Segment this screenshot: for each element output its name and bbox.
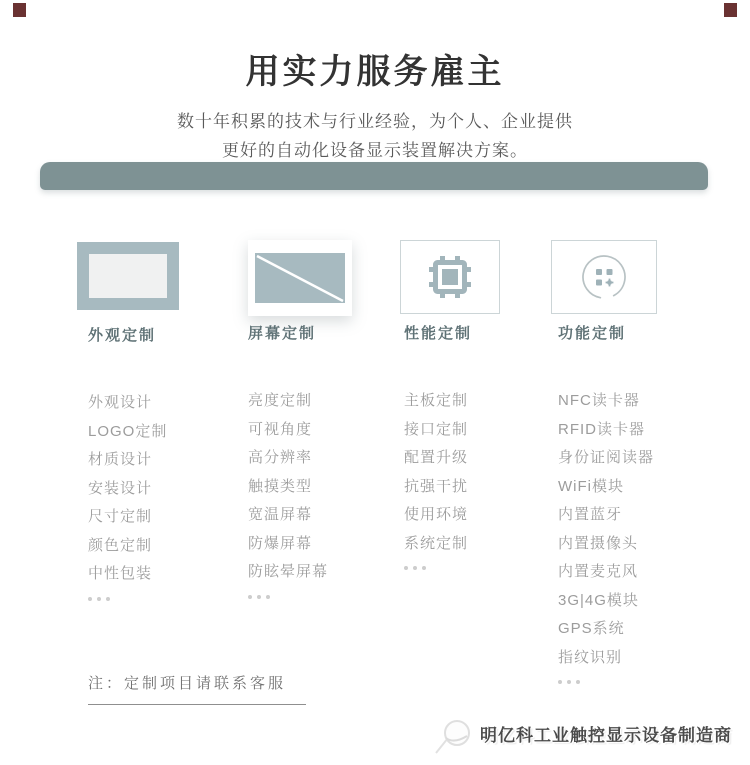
ellipsis-dots-icon xyxy=(77,597,248,601)
cpu-chip-icon xyxy=(400,240,500,314)
list-item: 主板定制 xyxy=(404,392,469,409)
list-item: 系统定制 xyxy=(404,534,469,552)
category-list xyxy=(400,387,551,558)
category-icon-host xyxy=(400,240,551,322)
footer-note-underline xyxy=(88,704,306,705)
list-item: 颜色定制 xyxy=(88,536,153,554)
brand-watermark xyxy=(434,711,732,755)
footer-note xyxy=(88,672,306,705)
list-item: 抗强干扰 xyxy=(404,477,469,495)
category-column xyxy=(248,240,400,684)
category-icon-host xyxy=(551,240,737,322)
divider-bar xyxy=(40,162,708,190)
category-column xyxy=(400,240,551,684)
list-item: 防眩晕屏幕 xyxy=(248,563,329,580)
list-item: 触摸类型 xyxy=(248,477,313,495)
corner-mark-icon xyxy=(13,3,26,17)
category-icon-host xyxy=(248,240,400,322)
list-item: LOGO定制 xyxy=(88,422,168,440)
brand-logo-icon xyxy=(434,711,474,755)
list-item: 材质设计 xyxy=(88,451,153,468)
list-item: 可视角度 xyxy=(248,420,313,438)
ellipsis-dots-icon xyxy=(248,595,400,599)
list-item: 3G|4G模块 xyxy=(558,591,639,609)
list-item: 尺寸定制 xyxy=(88,508,153,525)
ellipsis-dots-icon xyxy=(551,680,737,684)
page-title: 用实力服务雇主 xyxy=(245,53,505,91)
brand-watermark-text: 明亿科工业触控显示设备制造商 xyxy=(480,725,732,745)
category-column xyxy=(551,240,737,684)
bezel-frame-icon xyxy=(77,242,179,310)
subtitle-line-2: 更好的自动化设备显示装置解决方案。 xyxy=(222,141,528,160)
list-item: 指纹识别 xyxy=(558,648,623,666)
list-item: 身份证阅读器 xyxy=(558,449,655,466)
list-item: 内置蓝牙 xyxy=(558,506,623,523)
list-item: 接口定制 xyxy=(404,420,469,438)
list-item: 使用环境 xyxy=(404,506,469,523)
list-item: 外观设计 xyxy=(88,394,153,411)
category-icon-host xyxy=(77,242,248,324)
category-list xyxy=(248,387,400,587)
list-item: 内置摄像头 xyxy=(558,534,639,552)
category-columns xyxy=(77,240,737,684)
list-item: NFC读卡器 xyxy=(558,392,640,409)
app-grid-icon xyxy=(551,240,657,314)
list-item: GPS系统 xyxy=(558,620,625,637)
screen-panel-icon xyxy=(248,240,352,316)
list-item: 内置麦克风 xyxy=(558,563,639,580)
category-column xyxy=(77,240,248,684)
subtitle-line-1: 数十年积累的技术与行业经验，为个人、企业提供 xyxy=(177,112,573,131)
category-title: 屏幕定制 xyxy=(248,325,317,342)
list-item: RFID读卡器 xyxy=(558,420,645,438)
category-list xyxy=(77,389,248,589)
list-item: 亮度定制 xyxy=(248,392,313,409)
list-item: 高分辨率 xyxy=(248,449,313,466)
list-item: 防爆屏幕 xyxy=(248,534,313,552)
list-item: 配置升级 xyxy=(404,449,469,466)
category-title: 外观定制 xyxy=(88,327,157,344)
category-title: 功能定制 xyxy=(558,325,627,342)
list-item: WiFi模块 xyxy=(558,477,624,495)
corner-mark-icon xyxy=(724,3,737,17)
list-item: 宽温屏幕 xyxy=(248,506,313,523)
page-subtitle xyxy=(0,107,750,165)
list-item: 安装设计 xyxy=(88,479,153,497)
hero-section xyxy=(0,44,750,165)
category-title: 性能定制 xyxy=(404,325,473,342)
footer-note-text: 注：定制项目请联系客服 xyxy=(88,675,287,692)
ellipsis-dots-icon xyxy=(400,566,551,570)
list-item: 中性包装 xyxy=(88,565,153,582)
category-list xyxy=(551,387,737,672)
